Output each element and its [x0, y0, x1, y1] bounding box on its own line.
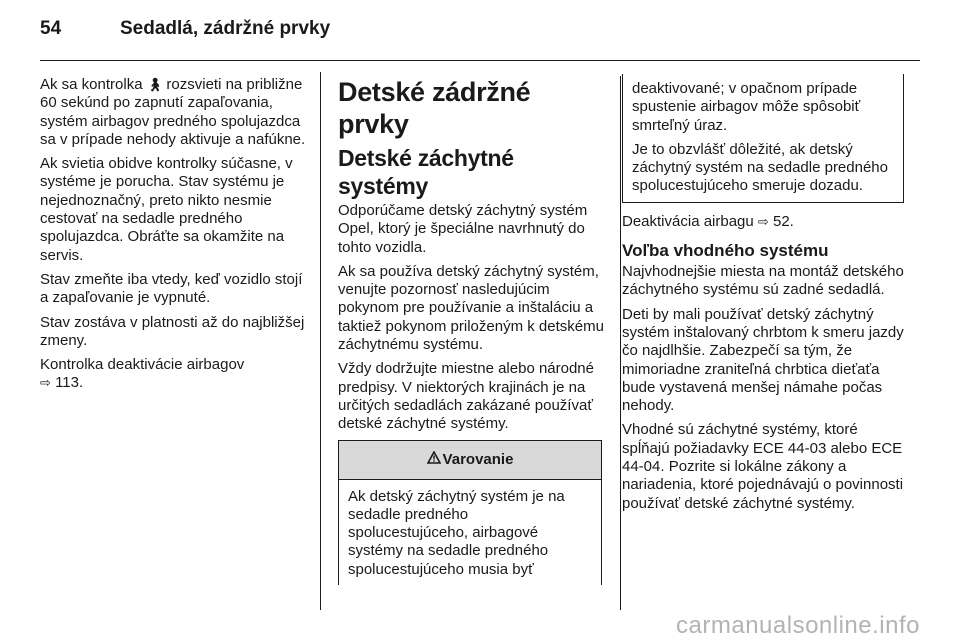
header-rule [40, 60, 920, 61]
paragraph-fault: Ak svietia obidve kontrolky súčasne, v systéme je porucha. Stav systému je nejednoznačný, preto nikto nesmie cestovať na sedadle predného spolujazdca. Obráťte sa okamžite na servis. [40, 155, 293, 264]
airbag-off-indicator-icon: 🚶︎ [146, 77, 163, 92]
paragraph-change-state: Stav zmeňte iba vtedy, keď vozidlo stojí a zapaľovanie je vypnuté. [40, 270, 303, 307]
subsection-title: Detské záchytné systémy [338, 145, 514, 199]
page-ref-arrow-icon: ⇨ [757, 213, 769, 229]
warning-triangle-icon [427, 451, 441, 468]
column-2 [338, 76, 604, 585]
paragraph-indicator-reference: Kontrolka deaktivácie airbagov ⇨ 113. [40, 356, 245, 392]
watermark: carmanualsonline.info [676, 612, 920, 639]
warning-rear-facing-text: Je to obzvlášť dôležité, ak detský záchytný systém na sedadle predného spolucestujúceho smeruje dozadu. [632, 140, 888, 195]
page-ref-link[interactable]: 52. [773, 212, 794, 230]
column-divider-2 [620, 76, 621, 610]
warning-header [339, 441, 601, 480]
paragraph-regulations: Vždy dodržujte miestne alebo národné predpisy. V niektorých krajinách je na určitých sedadlách zakázané používať detské záchytné systémy. [338, 360, 594, 433]
page-ref-link[interactable]: 113. [55, 374, 84, 392]
paragraph-airbag-indicator: Ak sa kontrolka 🚶︎ rozsvieti na približne 60 sekúnd po zapnutí zapaľovania, systém airbagov predného spolujazdca sa v prípade nehody aktivuje a nafúkne. [40, 76, 306, 148]
page-title: Sedadlá, zádržné prvky [120, 18, 331, 39]
warning-box-continued [622, 74, 904, 203]
column-divider-1 [320, 72, 321, 610]
paragraph-state-validity: Stav zostáva v platnosti až do najbližšej zmeny. [40, 313, 305, 349]
page-header [40, 18, 330, 48]
paragraph-ece-standards: Vhodné sú záchytné systémy, ktoré spĺňajú požiadavky ECE 44-03 alebo ECE 44-04. Pozrite si lokálne zákony a nariadenia, ktoré pojednávajú o povinnosti používať detské záchytné systémy. [622, 421, 904, 512]
page-number: 54 [40, 18, 62, 39]
warning-continued-text: deaktivované; v opačnom prípade spustenie airbagov môže spôsobiť smrteľný úraz. [632, 80, 861, 134]
paragraph-recommendation: Odporúčame detský záchytný systém Opel, ktorý je špeciálne navrhnutý do tohto vozidla. [338, 202, 588, 256]
paragraph-instructions: Ak sa používa detský záchytný systém, venujte pozornosť nasledujúcim pokynom pre používanie a inštaláciu a taktiež pokynom priloženým k detskému záchytnému systému. [338, 262, 604, 354]
column-3 [622, 76, 904, 519]
subsubsection-title: Voľba vhodného systému [622, 241, 829, 261]
column-1 [40, 76, 308, 399]
warning-body: Ak detský záchytný systém je na sedadle predného spolucestujúceho, airbagové systémy na sedadle predného spolucestujúceho musia byť [348, 487, 565, 578]
paragraph-best-location: Najvhodnejšie miesta na montáž detského záchytného systému sú zadné sedadlá. [622, 263, 904, 299]
warning-box [338, 440, 602, 585]
warning-title: Varovanie [442, 451, 514, 469]
paragraph-rear-facing: Deti by mali používať detský záchytný systém inštalovaný chrbtom k smeru jazdy čo najdlhšie. Zabezpečí sa tým, že mimoriadne zraniteľná chrbtica dieťaťa bude vystavená menšej námahe počas nehody. [622, 305, 904, 415]
paragraph-deactivation-reference: Deaktivácia airbagu ⇨ 52. [622, 212, 794, 230]
page-ref-arrow-icon: ⇨ [40, 375, 51, 391]
section-title: Detské zádržné prvky [338, 77, 531, 139]
